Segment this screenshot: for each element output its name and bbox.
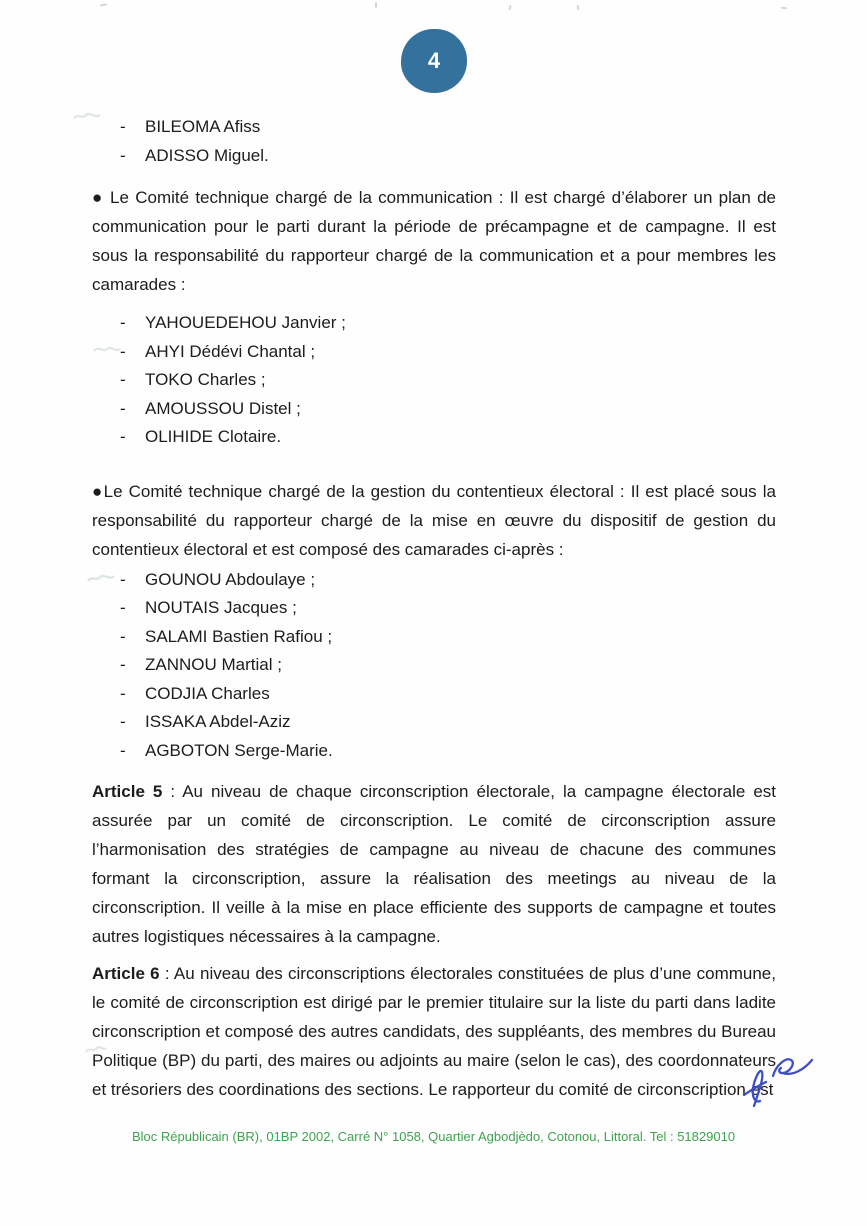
list-item-text: CODJIA Charles	[145, 683, 270, 703]
list-item	[120, 623, 776, 652]
list-item-text: ADISSO Miguel.	[145, 145, 269, 165]
dash-marker: -	[120, 655, 126, 674]
list-item-text: BILEOMA Afiss	[145, 117, 261, 136]
dash-marker: -	[120, 683, 126, 703]
page-number: 4	[427, 48, 441, 73]
dash-marker: -	[120, 626, 126, 646]
committee-contentieux-members	[92, 566, 776, 766]
list-item-text: AMOUSSOU Distel ;	[145, 398, 301, 418]
dash-marker: -	[120, 398, 126, 418]
list-item	[120, 309, 776, 338]
article-6-paragraph	[92, 959, 776, 1104]
list-item-text: OLIHIDE Clotaire.	[145, 427, 282, 446]
list-item	[120, 366, 776, 395]
list-item	[120, 651, 776, 680]
list-item	[120, 566, 776, 595]
dash-marker: -	[120, 145, 126, 165]
committee-communication-paragraph: ● Le Comité technique chargé de la communication : Il est chargé d’élaborer un plan de communication pour le parti durant la période de précampagne et de campagne. Il est sous la responsabilité du rapporteur chargé de la communication et a pour membres les camarades :	[92, 188, 776, 294]
dash-marker: -	[120, 427, 126, 446]
dash-marker: -	[120, 370, 126, 389]
committee-communication-members	[92, 309, 776, 452]
list-item-text: NOUTAIS Jacques ;	[145, 598, 297, 617]
committee-contentieux-paragraph: ●Le Comité technique chargé de la gestion du contentieux électoral : Il est placé sous la responsabilité du rapporteur chargé de la mise en œuvre du dispositif de gestion du contentieux électoral et est composé des camarades ci-après :	[92, 481, 776, 559]
handwritten-initials-signature	[733, 1050, 815, 1114]
list-item-text: SALAMI Bastien Rafiou ;	[145, 626, 333, 646]
article-5-text: : Au niveau de chaque circonscription électorale, la campagne électorale est assurée par un comité de circonscription. Le comité de circonscription assure l’harmonisation des stratégies de campagne au niveau de chacune des communes formant la circonscription, assure la réalisation des meetings au niveau de la circonscription. Il veille à la mise en place efficiente des supports de campagne et toutes autres logistiques nécessaires à la campagne.	[92, 782, 777, 946]
list-item	[120, 338, 776, 367]
list-item	[120, 113, 776, 142]
article-6-label: Article 6	[92, 964, 160, 983]
list-item	[120, 737, 776, 766]
list-item	[120, 423, 776, 452]
list-item-text: YAHOUEDEHOU Janvier ;	[145, 313, 346, 332]
dash-marker: -	[120, 740, 126, 760]
list-item-text: AGBOTON Serge-Marie.	[145, 740, 333, 760]
dash-marker: -	[120, 117, 126, 136]
document-footer: Bloc Républicain (BR), 01BP 2002, Carré N° 1058, Quartier Agbodjèdo, Cotonou, Littoral. Tel : 51829010	[131, 1129, 736, 1144]
list-item-text: ISSAKA Abdel-Aziz	[145, 712, 291, 731]
list-item	[120, 142, 776, 171]
list-item-text: GOUNOU Abdoulaye ;	[145, 569, 316, 589]
article-6-text: : Au niveau des circonscriptions électorales constituées de plus d’une commune, le comité de circonscription est dirigé par le premier titulaire sur la liste du parti dans ladite circonscription et composé des autres candidats, des suppléants, des membres du Bureau Politique (BP) du parti, des maires ou adjoints au maire (selon le cas), des coordonnateurs et trésoriers des coordinations des sections. Le rapporteur du comité de circonscription est	[92, 964, 776, 1099]
dash-marker: -	[120, 341, 126, 361]
dash-marker: -	[120, 569, 126, 589]
scan-artifact	[781, 7, 787, 10]
article-5-label: Article 5	[92, 782, 163, 801]
list-item	[120, 680, 776, 709]
page-number-badge	[401, 29, 467, 93]
list-item	[120, 395, 776, 424]
dash-marker: -	[120, 313, 126, 332]
dash-marker: -	[120, 712, 126, 731]
list-item-text: TOKO Charles ;	[145, 370, 266, 389]
list-item	[120, 594, 776, 623]
article-5-paragraph	[92, 777, 776, 951]
leading-name-list	[92, 113, 776, 170]
list-item-text: AHYI Dédévi Chantal ;	[145, 341, 316, 361]
page-content	[92, 0, 776, 1104]
dash-marker: -	[120, 598, 126, 617]
list-item	[120, 708, 776, 737]
list-item-text: ZANNOU Martial ;	[145, 655, 282, 674]
